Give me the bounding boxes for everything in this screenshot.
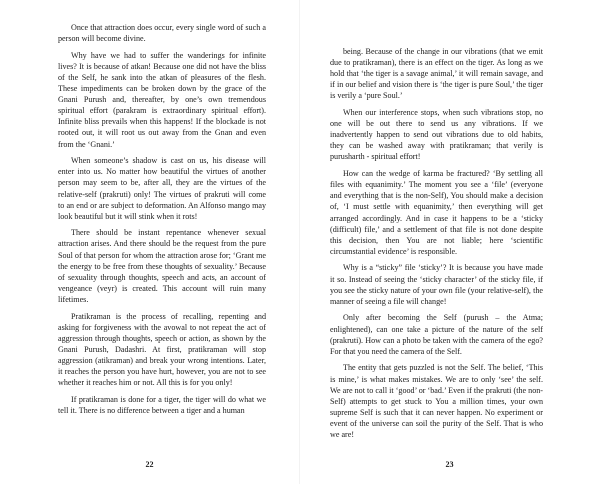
left-text-column	[58, 22, 266, 416]
paragraph: Once that attraction does occur, every single word of such a person will become divine.	[58, 23, 266, 44]
paragraph: Pratikraman is the process of recalling, repenting and asking for forgiveness with the avowal to not repeat the act of aggression through thoughts, speech or action, as shown by the Gnani Purush, Dadashri. At first, pratikraman will stop aggression (atikraman) and break your wrong intentions. Later, it reaches the person you have hurt, however, you are not to see whether it reaches him or not. All this is for you only!	[58, 311, 266, 388]
page-number: 23	[445, 460, 454, 469]
paragraph: Why is a “sticky” file ‘sticky’? It is because you have made it so. Instead of seeing the ‘sticky character’ of the sticky file, if you see the sticky nature of your own file (your relative-self), the manner of seeing a file will change!	[330, 263, 543, 306]
paragraph: Why have we had to suffer the wanderings for infinite lives? It is because of atkan! Because one did not have the bliss of the Self, he sank into the atkan of pleasures of the flesh. These impediments can be broken down by the grace of the Gnani Purush and, thereafter, by one’s own tremendous spiritual effort (parakram is extraordinary spiritual effort). Infinite bliss prevails when this happens! If the blockade is not rooted out, it will root us out away from the Gnan and even from the ‘Gnani.’	[58, 50, 266, 149]
paragraph: When someone’s shadow is cast on us, his disease will enter into us. No matter how beautiful the virtues of another person may seem to be, after all, they are the virtues of the relative-self (prakruti) only! The virtues of prakruti will come to an end or are subject to deformation. An Alfonso mango may look beautiful but it will stink when it rots!	[58, 156, 266, 221]
paragraph: The entity that gets puzzled is not the Self. The belief, ‘This is mine,’ is what makes mistakes. We are to only ‘see’ the self. We are not to call it ‘good’ or ‘bad.’ Even if the prakruti (the non-Self) attempts to get stuck to You a million times, your own supreme Self is such that it can never happen. No experiment or event of the universe can soil the purity of the Self. That is who we are!	[330, 363, 543, 439]
right-page	[300, 0, 599, 484]
left-page	[0, 0, 299, 484]
paragraph: Only after becoming the Self (purush – the Atma; enlightened), can one take a picture of the nature of the self (prakruti). How can a photo be taken with the camera of the ego? For that you need the camera of the Self.	[330, 313, 543, 356]
paragraph: When our interference stops, when such vibrations stop, no one will be out there to send us any vibrations. If we inadvertently happen to send out vibrations due to old habits, they can be washed away with pratikraman; that verily is purusharth - spiritual effort!	[330, 108, 543, 162]
right-text-column	[330, 46, 543, 440]
page-number: 22	[145, 460, 154, 469]
paragraph: There should be instant repentance whenever sexual attraction arises. And there should be the request from the pure Soul of that person for whom the attraction arose for; ‘Grant me the energy to be free from these thoughts of sexuality.’ Because of sexuality through thoughts, speech and acts, an account of vengeance (veyr) is created. This account will ruin many lifetimes.	[58, 228, 266, 304]
paragraph: How can the wedge of karma be fractured? ‘By settling all files with equanimity.’ The moment you see a ‘file’ (everyone and everything that is the non-Self), You should make a decision of, ‘I must settle with equanimity,’ then everything will get arranged accordingly. And in case it happens to be a ‘sticky (difficult) file,’ and a settlement of that file is not done despite this decision, then You are not liable; here ‘scientific circumstantial evidence’ is responsible.	[330, 169, 543, 256]
paragraph: being. Because of the change in our vibrations (that we emit due to pratikraman), there is an effect on the tiger. As long as we hold that ‘the tiger is a savage animal,’ it will remain savage, and if in our belief and vision there is ‘the tiger is pure Soul,’ the tiger is verily a ‘pure Soul.’	[330, 47, 543, 101]
paragraph: If pratikraman is done for a tiger, the tiger will do what we tell it. There is no difference between a tiger and a human	[58, 394, 266, 415]
